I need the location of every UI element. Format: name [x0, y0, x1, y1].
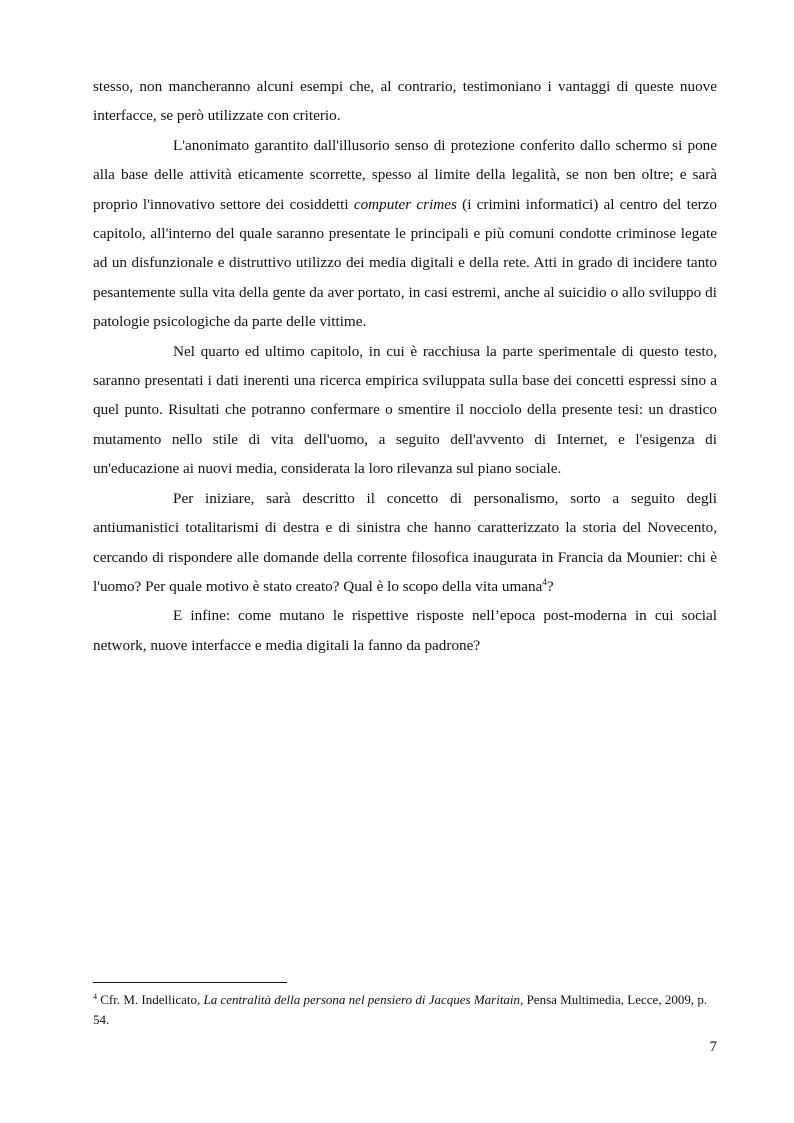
footnote-book-title: La centralità della persona nel pensiero di Jacques Maritain, — [203, 992, 524, 1007]
footnote — [93, 990, 717, 1030]
computer-crimes-term: computer crimes — [353, 195, 457, 213]
paragraph-3: Nel quarto ed ultimo capitolo, in cui è racchiusa la parte sperimentale di questo testo, saranno presentati i dati inerenti una ricerca empirica sviluppata sulla base dei concetti espressi sino a quel punto. Risultati che potranno confermare o smentire il nocciolo della presente tesi: un drastico mutamento nello stile di vita dell'uomo, a seguito dell'avvento di Internet, e l'esigenza di un'educazione ai nuovi media, considerata la loro rilevanza sul piano sociale. — [93, 342, 717, 478]
footnote-reference: 4 — [542, 576, 547, 587]
footnote-text-start: Cfr. M. Indellicato, — [97, 992, 204, 1007]
paragraph-4-end: ? — [546, 577, 554, 595]
footnote-text-end: Pensa Multimedia, Lecce, 2009, p. 54. — [93, 992, 708, 1027]
paragraph-2 — [93, 131, 717, 337]
paragraph-4-text: Per iniziare, sarà descritto il concetto di personalismo, sorto a seguito degli antiumanistici totalitarismi di destra e di sinistra che hanno caratterizzato la storia del Novecento, cercando di rispondere alle domande della corrente filosofica inaugurata in Francia da Mounier: chi è l'uomo? Per quale motivo è stato creato? Qual è lo scopo della vita umana — [93, 489, 717, 595]
paragraph-2-text-start: L'anonimato garantito dall'illusorio senso di protezione conferito dallo schermo si pone alla base delle attività eticamente scorrette, spesso al limite della legalità, se non ben oltre; e sarà proprio l'innovativo settore dei cosiddetti — [93, 136, 717, 213]
footnote-number: 4 — [93, 992, 97, 1001]
footnote-separator — [93, 982, 287, 983]
page-number: 7 — [709, 1039, 717, 1055]
body-text — [93, 72, 717, 660]
paragraph-2-text-end: (i crimini informatici) al centro del terzo capitolo, all'interno del quale saranno presentate le principali e più comuni condotte criminose legate ad un disfunzionale e distruttivo utilizzo dei media digitali e della rete. Atti in grado di incidere tanto pesantemente sulla vita della gente da aver portato, in casi estremi, anche al suicidio o allo sviluppo di patologie psicologiche da parte delle vittime. — [93, 195, 717, 331]
paragraph-5: E infine: come mutano le rispettive risposte nell’epoca post-moderna in cui social network, nuove interfacce e media digitali la fanno da padrone? — [93, 607, 717, 654]
paragraph-1: stesso, non mancheranno alcuni esempi che, al contrario, testimoniano i vantaggi di queste nuove interfacce, se però utilizzate con criterio. — [93, 78, 717, 125]
paragraph-4 — [93, 484, 717, 602]
